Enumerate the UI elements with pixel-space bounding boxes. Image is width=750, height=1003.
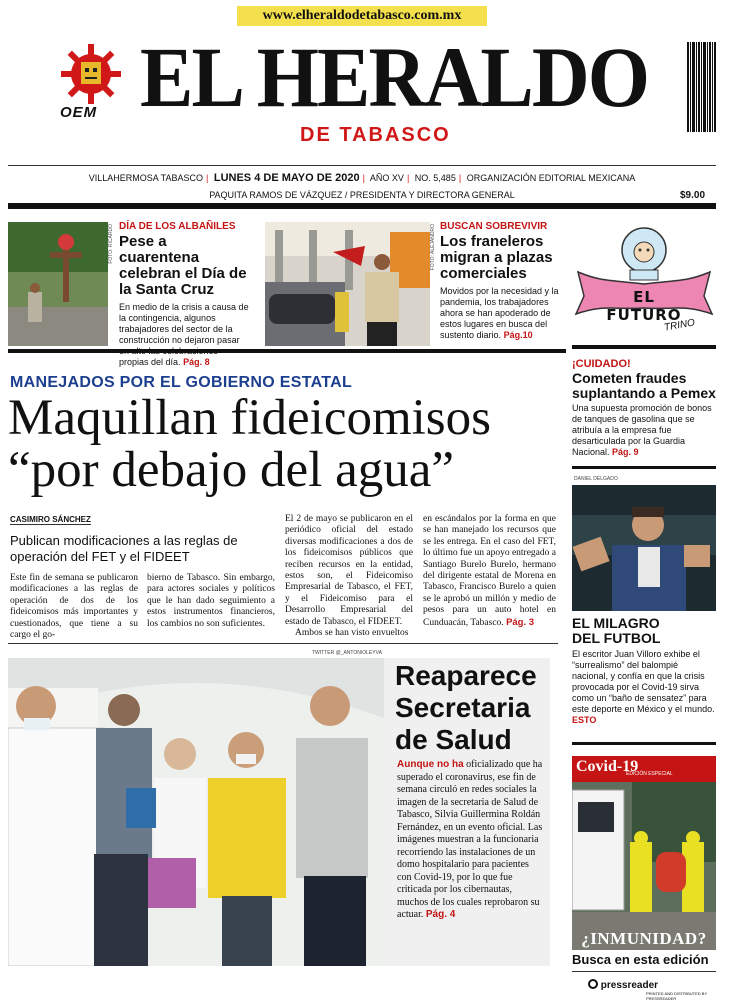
body-text: oficializado que ha superado el coronavirus, ese fin de semana circuló en redes sociales la imagen de la secretaria de Salud de Tabasco, Silvia Guillermina Roldán Fernández, en un evento oficial. Las imágenes muestran a la funcionaria recorriendo las instalaciones de un domo hospitalario para pacientes con Covid-19, por lo que fue criticada por los cibernautas, muchos de los cuales reprobaron su actuar. xyxy=(397,759,543,920)
pressreader-badge[interactable] xyxy=(588,979,716,999)
story-title[interactable]: Los franeleros migran a plazas comerciales xyxy=(440,233,553,282)
health-story-title[interactable] xyxy=(395,660,537,756)
cartoon-signature: TRINO xyxy=(663,317,696,334)
photo-credit: FOTO: ALEJANDRO xyxy=(430,224,436,271)
story-kicker: BUSCAN SOBREVIVIR xyxy=(440,221,548,232)
column-3-continued: Ambos se han visto envueltos xyxy=(295,628,409,639)
covid-tag-sub: EDICIÓN ESPECIAL xyxy=(626,771,673,777)
promo-rule xyxy=(572,971,716,972)
main-column-3 xyxy=(285,514,413,639)
page-reference[interactable]: Pág. 8 xyxy=(183,357,210,367)
edition-date: LUNES 4 DE MAYO DE 2020 xyxy=(213,172,360,184)
story-body: Movidos por la necesidad y la pandemia, los trabajadores ahora se han apoderado de estos lugares en busca del sustento diario. xyxy=(440,286,559,340)
story-body: Una supuesta promoción de bonos de tanques de gasolina que se atribuía a la empresa fue desarticulada por la Guardia Nacional. xyxy=(572,403,712,457)
story-futbol-miracle[interactable] xyxy=(572,616,716,726)
parking-attendant-photo[interactable] xyxy=(265,222,430,346)
health-story-body xyxy=(397,759,545,922)
story-title[interactable] xyxy=(572,616,716,646)
issue-number: NO. 5,485 xyxy=(414,173,456,183)
publisher-line: PAQUITA RAMOS DE VÁZQUEZ / PRESIDENTA Y DIRECTORA GENERAL xyxy=(209,190,515,200)
city: VILLAHERMOSA TABASCO xyxy=(88,173,203,183)
sidebar-rule xyxy=(572,466,716,469)
title-line-2: DEL FUTBOL xyxy=(572,630,661,646)
main-headline[interactable] xyxy=(8,392,568,496)
page-reference[interactable]: Pág.10 xyxy=(503,330,533,340)
price: $9.00 xyxy=(680,190,706,201)
health-secretary-photo[interactable] xyxy=(8,658,384,966)
photo-credit: FOTO: RICARDO xyxy=(108,224,114,264)
title-line-3: de Salud xyxy=(395,724,512,755)
promo-caption[interactable]: Busca en esta edición xyxy=(572,952,709,967)
main-column-4 xyxy=(423,514,556,629)
edition-info: VILLAHERMOSA TABASCO | LUNES 4 DE MAYO DE 2020 | AÑO XV | NO. 5,485 | ORGANIZACIÓN EDITORIAL MEXICANA xyxy=(88,172,636,184)
byline: CASIMIRO SÁNCHEZ xyxy=(10,515,91,524)
column-3-text: El 2 de mayo se publicaron en el periódico oficial del estado diversas modificaciones a dos de los fideicomisos públicos que reciben recursos en la entidad, estos son, el Fideicomiso Empresarial de Tabasco, el FET, y el Fideicomiso para el Desarrollo Empresarial del estado de Tabasco, el FIDEET. xyxy=(285,514,413,627)
masthead-subtitle: DE TABASCO xyxy=(300,124,451,146)
main-column-1: Este fin de semana se publicaron modificaciones a las reglas de operación de dos de los fideicomisos más importantes y cuestionados, que tiene a su cargo el go- xyxy=(10,573,138,641)
headline-line-2: “por debajo del agua” xyxy=(8,442,455,498)
barcode-icon xyxy=(686,42,716,138)
headline-line-1: Maquillan fideicomisos xyxy=(8,390,492,446)
story-parking-attendants[interactable] xyxy=(440,221,566,341)
covid-tag: Covid-19 xyxy=(576,758,639,775)
photo-credit: DANIEL DELGADO xyxy=(574,476,618,482)
title-line-2: Secretaria xyxy=(395,692,531,723)
header-thick-rule xyxy=(8,203,716,209)
construction-workers-photo[interactable] xyxy=(8,222,108,346)
masthead-title[interactable]: EL HERALDO xyxy=(140,29,649,125)
covid-banner[interactable] xyxy=(572,756,716,782)
story-body: El escritor Juan Villoro exhibe el “surrealismo” del balompié nacional, y confía en que la crisis provocada por el Covid-19 sirva como un “baño de sensatez” para este deporte en México y el mundo. xyxy=(572,649,715,714)
page-reference[interactable]: Pág. 3 xyxy=(506,616,535,628)
sidebar-rule xyxy=(572,742,716,745)
page-reference[interactable]: ESTO xyxy=(572,715,597,725)
ambulance-workers-photo[interactable] xyxy=(572,782,716,950)
promo-overlay-text: ¿INMUNIDAD? xyxy=(581,929,707,948)
photo-credit: TWITTER @_ANTONIOLEYVA xyxy=(312,650,382,656)
column-4-text: en escándalos por la forma en que se han manejado los recursos que se les entrega. En el caso del FET, lo último fue un apoyo entregado a Santiago Burelo Burelo, hermano del dirigente estatal de Morena en Tabasco, Francisco Burelo a quien se le aprobó un millón y medio de pesos para un auto hotel en Cunduacán, Tabasco. xyxy=(423,514,556,628)
oem-logo-text: OEM xyxy=(60,104,98,121)
story-day-of-builders[interactable] xyxy=(119,221,249,368)
pressreader-sub: PRINTED AND DISTRIBUTED BY PRESSREADER xyxy=(646,991,708,1001)
cartoon-el-futuro[interactable] xyxy=(572,222,716,342)
story-kicker: DÍA DE LOS ALBAÑILES xyxy=(119,221,236,232)
main-bottom-rule xyxy=(8,643,558,644)
juan-villoro-photo[interactable] xyxy=(572,485,716,611)
section-rule-side xyxy=(572,345,716,349)
main-column-2: bierno de Tabasco. Sin embargo, para actores sociales y políticos que le han dado seguimiento a estos instrumentos financieros, los cambios no son suficientes. xyxy=(147,573,275,629)
organization: ORGANIZACIÓN EDITORIAL MEXICANA xyxy=(466,173,636,183)
website-url[interactable]: www.elheraldodetabasco.com.mx xyxy=(237,6,487,26)
pressreader-label: pressreader xyxy=(600,980,659,991)
main-deck: Publican modificaciones a las reglas de operación del FET y el FIDEET xyxy=(10,533,238,564)
pressreader-icon xyxy=(588,979,598,989)
story-title[interactable]: Cometen fraudes suplantando a Pemex xyxy=(572,370,716,401)
story-body: En medio de la crisis a causa de la contingencia, algunos trabajadores del sector de la construcción no dejaron pasar propias del día. xyxy=(119,302,249,367)
page-reference[interactable]: Pág. 9 xyxy=(612,447,639,457)
header-divider xyxy=(8,165,716,166)
page-reference[interactable]: Pág. 4 xyxy=(425,909,456,920)
title-line-1: EL MILAGRO xyxy=(572,615,660,631)
edition-year: AÑO XV xyxy=(369,173,404,183)
story-pemex-fraud[interactable] xyxy=(572,358,716,458)
story-title[interactable]: Pese a cuarentena celebran el Día de la Santa Cruz xyxy=(119,233,247,298)
lead-in: Aunque no ha xyxy=(397,759,464,770)
story-kicker: ¡CUIDADO! xyxy=(572,358,631,370)
title-line-1: Reaparece xyxy=(395,660,537,691)
section-rule xyxy=(8,349,566,353)
main-story-kicker: MANEJADOS POR EL GOBIERNO ESTATAL xyxy=(10,374,353,391)
cartoon-banner-text: EL FUTURO xyxy=(606,288,682,324)
